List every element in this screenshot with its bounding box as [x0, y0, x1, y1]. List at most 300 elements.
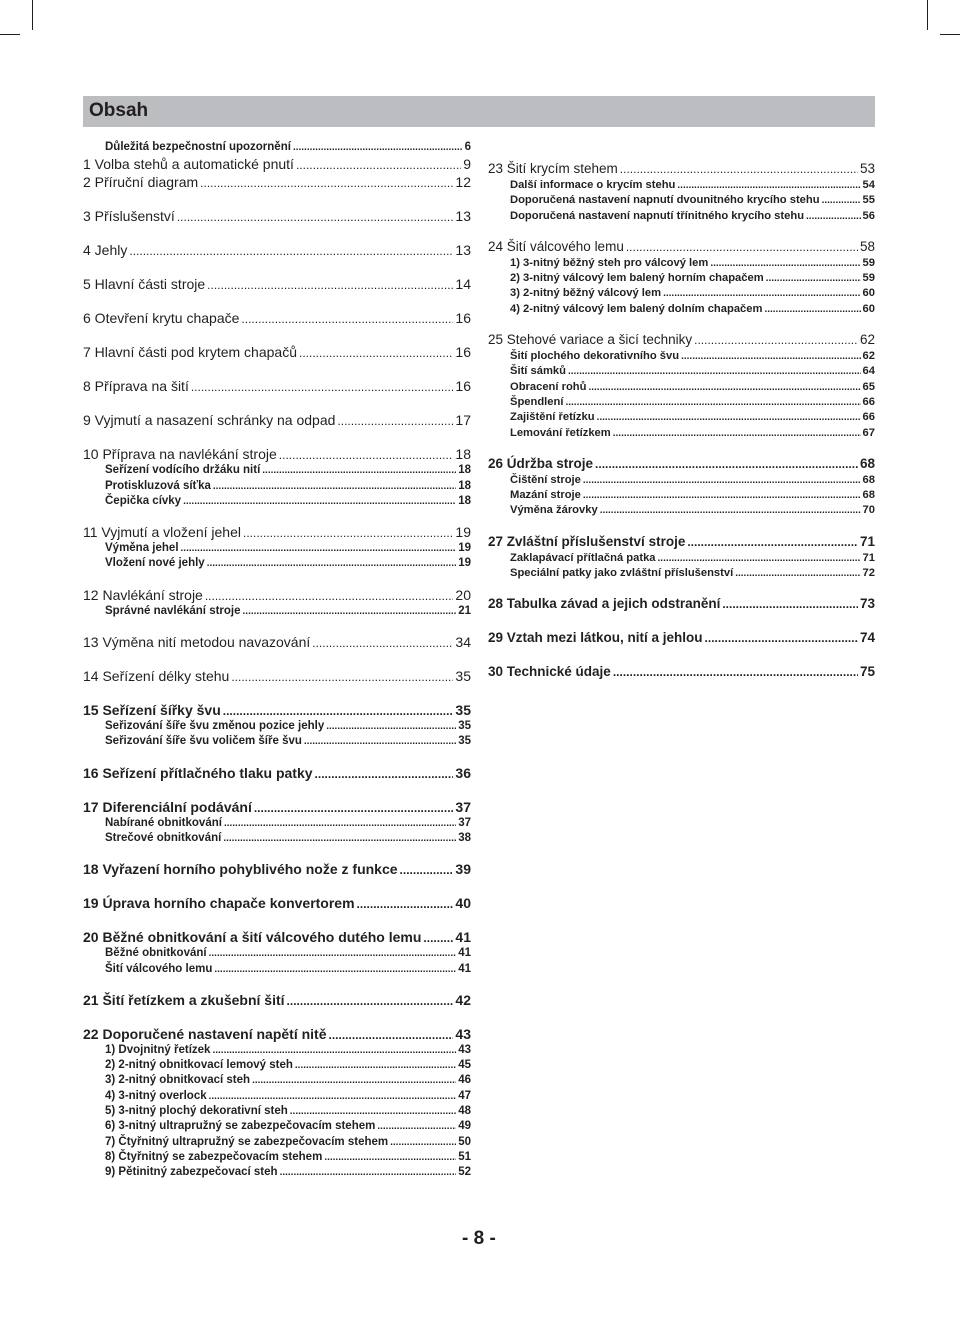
toc-leader-dots — [223, 831, 456, 846]
toc-entry-title: 22 Doporučené nastavení napětí nitě — [83, 1025, 327, 1042]
toc-entry-title: Správné navlékání stroje — [105, 604, 241, 617]
toc-entry-title: Špendlení — [510, 395, 564, 408]
toc-subentry[interactable] — [488, 551, 875, 566]
toc-subentry[interactable] — [83, 816, 471, 831]
toc-leader-dots — [191, 378, 454, 396]
toc-entry-title: 28 Tabulka závad a jejich odstranění — [488, 596, 721, 612]
toc-leader-dots — [764, 302, 860, 317]
toc-page-number: 54 — [862, 179, 875, 191]
toc-page-number: 18 — [458, 479, 471, 492]
toc-entry-title: 3) 2-nitný běžný válcový lem — [510, 287, 662, 300]
toc-page-number: 49 — [458, 1120, 471, 1133]
toc-page-number: 20 — [455, 586, 471, 603]
toc-entry-title: Mazání stroje — [510, 489, 581, 502]
toc-page-number: 64 — [862, 365, 875, 378]
toc-chapter-entry[interactable] — [83, 860, 471, 894]
toc-subentry[interactable] — [83, 604, 471, 619]
toc-chapter-entry[interactable] — [83, 586, 471, 604]
toc-leader-dots — [595, 455, 858, 473]
toc-leader-dots — [390, 1135, 456, 1150]
toc-subentry[interactable] — [83, 556, 471, 571]
toc-leader-dots — [224, 816, 456, 831]
toc-leader-dots — [337, 412, 453, 430]
toc-page-number: 16 — [455, 310, 471, 327]
toc-page-number: 12 — [455, 174, 471, 191]
toc-page-number: 68 — [862, 473, 875, 486]
toc-subentry[interactable] — [83, 1119, 471, 1134]
toc-leader-dots — [597, 410, 861, 425]
toc-subentry[interactable] — [488, 349, 875, 364]
toc-subentry[interactable] — [488, 380, 875, 395]
toc-entry-title: Šití válcového lemu — [105, 962, 213, 975]
toc-page-number: 39 — [455, 861, 471, 878]
toc-page-number: 58 — [859, 238, 875, 254]
toc-subentry[interactable] — [488, 395, 875, 410]
toc-entry-title: 23 Šití krycím stehem — [488, 161, 618, 176]
toc-leader-dots — [735, 566, 860, 581]
toc-gap — [83, 750, 471, 764]
toc-entry-title: 7) Čtyřnitný ultrapružný se zabezpečovacím stehem — [105, 1135, 389, 1148]
toc-gap — [488, 224, 875, 238]
toc-page-number: 75 — [859, 664, 875, 680]
toc-subentry[interactable] — [488, 178, 875, 193]
toc-entry-title: Protiskluzová síťka — [105, 479, 211, 492]
toc-chapter-entry[interactable] — [83, 798, 471, 816]
toc-entry-title: Seřizování šíře švu změnou pozice jehly — [105, 720, 325, 733]
toc-leader-dots — [613, 663, 858, 681]
toc-leader-dots — [326, 719, 456, 734]
toc-chapter-entry[interactable] — [83, 1025, 471, 1043]
toc-page-number: 71 — [862, 551, 875, 564]
toc-leader-dots — [209, 946, 457, 961]
toc-subentry[interactable] — [488, 286, 875, 301]
toc-subentry[interactable] — [83, 541, 471, 556]
toc-entry-title: Speciální patky jako zvláštní příslušenství — [510, 567, 734, 580]
toc-chapter-entry[interactable] — [83, 701, 471, 719]
toc-subentry[interactable] — [83, 140, 471, 155]
toc-leader-dots — [312, 634, 453, 652]
toc-entry-title: Šití sámků — [510, 365, 566, 378]
toc-page-number: 13 — [455, 242, 471, 259]
toc-leader-dots — [568, 364, 861, 379]
toc-entry-title: 5) 3-nitný plochý dekorativní steh — [105, 1105, 288, 1118]
toc-leader-dots — [613, 426, 861, 441]
crop-mark-top-left — [32, 0, 33, 30]
toc-leader-dots — [315, 765, 454, 783]
toc-page-number: 18 — [458, 464, 471, 477]
toc-subentry[interactable] — [488, 473, 875, 488]
toc-subentry[interactable] — [488, 271, 875, 286]
toc-page-number: 18 — [455, 446, 471, 463]
toc-entry-title: 12 Navlékání stroje — [83, 586, 203, 603]
toc-leader-dots — [710, 256, 860, 271]
toc-page-number: 50 — [458, 1135, 471, 1148]
toc-entry-title: Seřizování šíře švu voličem šíře švu — [105, 735, 302, 748]
toc-page-number: 60 — [862, 302, 875, 315]
toc-entry-title: 8 Příprava na šití — [83, 378, 189, 395]
toc-entry-title: 18 Vyřazení horního pohyblivého nože z funkce — [83, 861, 398, 878]
crop-mark-top-left-h — [0, 34, 20, 35]
toc-leader-dots — [214, 962, 456, 977]
toc-chapter-entry[interactable] — [83, 309, 471, 343]
toc-page-number: 41 — [458, 947, 471, 960]
toc-subentry[interactable] — [83, 494, 471, 509]
toc-leader-dots — [377, 1119, 456, 1134]
toc-leader-dots — [212, 1043, 456, 1058]
toc-leader-dots — [262, 463, 456, 478]
toc-page-number: 9 — [463, 156, 471, 173]
toc-entry-title: 20 Běžné obnitkování a šití válcového dutého lemu — [83, 929, 422, 946]
toc-chapter-entry[interactable] — [488, 455, 875, 473]
toc-entry-title: Obracení rohů — [510, 380, 587, 393]
toc-chapter-entry[interactable] — [488, 629, 875, 663]
toc-subentry[interactable] — [83, 946, 471, 961]
toc-entry-title: 2) 2-nitný obnitkovací lemový steh — [105, 1059, 293, 1072]
toc-leader-dots — [200, 174, 453, 192]
toc-entry-title: 9) Pětinitný zabezpečovací steh — [105, 1166, 278, 1179]
toc-page-number: 34 — [455, 634, 471, 651]
toc-subentry[interactable] — [83, 1165, 471, 1180]
toc-chapter-entry[interactable] — [83, 343, 471, 377]
toc-entry-title: 27 Zvláštní příslušenství stroje — [488, 533, 686, 549]
toc-entry-title: 3) 2-nitný obnitkovací steh — [105, 1074, 251, 1087]
toc-page-number: 53 — [859, 161, 875, 176]
toc-page-number: 40 — [455, 895, 471, 912]
toc-leader-dots — [324, 1150, 456, 1165]
toc-leader-dots — [293, 140, 463, 155]
toc-entry-title: Výměna žárovky — [510, 504, 598, 517]
toc-page-number: 48 — [458, 1105, 471, 1118]
toc-leader-dots — [252, 1073, 456, 1088]
toc-chapter-entry[interactable] — [83, 411, 471, 445]
toc-entry-title: Vložení nové jehly — [105, 557, 205, 570]
toc-page-number: 60 — [862, 287, 875, 300]
toc-page-number: 14 — [455, 276, 471, 293]
toc-subentry[interactable] — [83, 734, 471, 749]
toc-entry-title: Čepička cívky — [105, 494, 182, 507]
toc-leader-dots — [223, 702, 454, 720]
toc-leader-dots — [207, 556, 457, 571]
toc-page-number: 35 — [455, 668, 471, 685]
toc-leader-dots — [588, 380, 860, 395]
toc-chapter-entry[interactable] — [83, 173, 471, 207]
toc-leader-dots — [687, 533, 858, 551]
toc-page-number: 16 — [455, 378, 471, 395]
toc-page-number: 66 — [862, 395, 875, 408]
toc-entry-title: 1 Volba stehů a automatické pnutí — [83, 156, 294, 173]
toc-chapter-entry[interactable] — [83, 241, 471, 275]
toc-page-number: 72 — [862, 567, 875, 580]
toc-gap — [83, 846, 471, 860]
toc-entry-title: 2) 3-nitný válcový lem balený horním chapačem — [510, 272, 764, 285]
toc-leader-dots — [207, 276, 453, 294]
toc-entry-title: 4) 2-nitný válcový lem balený dolním chapačem — [510, 302, 763, 315]
toc-leader-dots — [177, 208, 454, 226]
toc-entry-title: Běžné obnitkování — [105, 947, 207, 960]
toc-entry-title: Lemování řetízkem — [510, 426, 611, 439]
toc-page-number: 37 — [458, 816, 471, 829]
toc-leader-dots — [231, 668, 453, 686]
toc-entry-title: 8) Čtyřnitný se zabezpečovacím stehem — [105, 1150, 323, 1163]
toc-entry-title: 5 Hlavní části stroje — [83, 276, 206, 293]
toc-entry-title: 24 Šití válcového lemu — [488, 238, 624, 254]
toc-gap — [488, 519, 875, 533]
toc-entry-title: 9 Vyjmutí a nasazení schránky na odpad — [83, 412, 336, 429]
crop-mark-top-right-h — [940, 34, 960, 35]
toc-chapter-entry[interactable] — [488, 238, 875, 256]
toc-page-number: 16 — [455, 344, 471, 361]
toc-leader-dots — [254, 799, 454, 817]
toc-entry-title: 11 Vyjmutí a vložení jehel — [83, 524, 241, 541]
toc-page-number: 65 — [862, 380, 875, 393]
toc-subentry[interactable] — [83, 1150, 471, 1165]
toc-entry-title: 1) 3-nitný běžný steh pro válcový lem — [510, 256, 709, 269]
toc-page-number: 18 — [458, 494, 471, 507]
toc-page-number: 13 — [455, 208, 471, 225]
toc-entry-title: 6) 3-nitný ultrapružný se zabezpečovacím stehem — [105, 1120, 376, 1133]
toc-chapter-entry[interactable] — [83, 155, 471, 173]
toc-page-number: 74 — [859, 630, 875, 646]
toc-entry-title: Šití plochého dekorativního švu — [510, 350, 680, 363]
toc-subentry[interactable] — [83, 831, 471, 846]
toc-subentry[interactable] — [488, 426, 875, 441]
toc-page-number: 73 — [859, 596, 875, 612]
toc-subentry[interactable] — [83, 1089, 471, 1104]
toc-entry-title: Výměna jehel — [105, 542, 179, 555]
toc-leader-dots — [279, 446, 454, 464]
toc-leader-dots — [694, 331, 858, 349]
toc-chapter-entry[interactable] — [83, 764, 471, 798]
toc-subentry[interactable] — [488, 503, 875, 518]
toc-chapter-entry[interactable] — [83, 275, 471, 309]
toc-page-number: 41 — [458, 962, 471, 975]
toc-entry-title: 26 Údržba stroje — [488, 455, 594, 471]
toc-page-number: 66 — [862, 411, 875, 424]
toc-leader-dots — [626, 238, 858, 256]
toc-gap — [83, 619, 471, 633]
toc-left-column — [83, 140, 471, 1181]
toc-page-number: 68 — [859, 455, 875, 471]
toc-entry-title: Strečové obnitkování — [105, 831, 222, 844]
toc-leader-dots — [722, 595, 858, 613]
toc-leader-dots — [129, 242, 453, 260]
toc-entry-title: Zajištění řetízku — [510, 411, 595, 424]
toc-entry-title: Doporučená nastavení napnutí dvounitného krycího stehu — [510, 194, 820, 207]
toc-leader-dots — [213, 479, 456, 494]
toc-leader-dots — [209, 1089, 457, 1104]
toc-page-number: 70 — [862, 504, 875, 517]
toc-page-number: 35 — [458, 735, 471, 748]
toc-leader-dots — [243, 524, 453, 542]
toc-leader-dots — [181, 541, 457, 556]
toc-entry-title: Doporučená nastavení napnutí třínitného krycího stehu — [510, 209, 805, 222]
toc-subentry[interactable] — [488, 209, 875, 224]
toc-subentry[interactable] — [83, 1058, 471, 1073]
toc-page-number: 52 — [458, 1166, 471, 1179]
toc-subentry[interactable] — [488, 364, 875, 379]
toc-page-number: 47 — [458, 1089, 471, 1102]
toc-page-number: 35 — [458, 720, 471, 733]
toc-leader-dots — [766, 271, 861, 286]
toc-page-number: 56 — [862, 209, 875, 222]
toc-page-number: 17 — [455, 412, 471, 429]
toc-page-number: 19 — [458, 557, 471, 570]
toc-leader-dots — [677, 178, 860, 193]
toc-leader-dots — [620, 160, 858, 178]
toc-leader-dots — [600, 503, 861, 518]
toc-page-number: 38 — [458, 831, 471, 844]
toc-page-number: 59 — [862, 272, 875, 285]
toc-page-number: 46 — [458, 1074, 471, 1087]
toc-subentry[interactable] — [488, 256, 875, 271]
toc-subentry[interactable] — [83, 1135, 471, 1150]
toc-right-column — [488, 160, 875, 697]
toc-page-number: 62 — [862, 350, 875, 363]
toc-entry-title: 15 Seřízení šířky švu — [83, 702, 221, 719]
toc-leader-dots — [241, 310, 453, 328]
toc-subentry[interactable] — [488, 410, 875, 425]
toc-page-number: 68 — [862, 489, 875, 502]
toc-leader-dots — [565, 395, 860, 410]
toc-leader-dots — [658, 551, 861, 566]
toc-subentry[interactable] — [83, 719, 471, 734]
toc-leader-dots — [183, 494, 456, 509]
toc-leader-dots — [400, 861, 454, 879]
toc-subentry[interactable] — [488, 566, 875, 581]
toc-subentry[interactable] — [83, 479, 471, 494]
toc-page-number: 19 — [455, 524, 471, 541]
toc-subentry[interactable] — [83, 962, 471, 977]
toc-entry-title: Další informace o krycím stehu — [510, 179, 676, 191]
toc-page-number: 45 — [458, 1059, 471, 1072]
toc-chapter-entry[interactable] — [83, 928, 471, 946]
toc-page-number: 62 — [859, 332, 875, 348]
toc-leader-dots — [287, 992, 454, 1010]
toc-leader-dots — [295, 1058, 456, 1073]
toc-page-number: 71 — [859, 533, 875, 549]
toc-chapter-entry[interactable] — [488, 663, 875, 697]
toc-chapter-entry[interactable] — [83, 633, 471, 667]
toc-page-number: 42 — [455, 991, 471, 1008]
toc-page-number: 41 — [455, 929, 471, 946]
toc-leader-dots — [290, 1104, 456, 1119]
page-number: - 8 - — [462, 1228, 496, 1249]
toc-chapter-entry[interactable] — [488, 331, 875, 349]
toc-gap — [83, 572, 471, 586]
toc-entry-title: 29 Vztah mezi látkou, nití a jehlou — [488, 630, 703, 646]
toc-entry-title: Důležitá bezpečnostní upozornění — [105, 141, 291, 153]
toc-leader-dots — [583, 488, 861, 503]
toc-page-number: 67 — [862, 426, 875, 439]
toc-gap — [83, 509, 471, 523]
section-header — [83, 96, 875, 127]
toc-chapter-entry[interactable] — [83, 445, 471, 463]
toc-leader-dots — [280, 1165, 457, 1180]
toc-entry-title: 2 Příruční diagram — [83, 174, 199, 191]
toc-chapter-entry[interactable] — [83, 523, 471, 541]
toc-leader-dots — [822, 193, 861, 208]
toc-gap — [488, 317, 875, 331]
toc-page-number: 35 — [455, 702, 471, 719]
toc-leader-dots — [299, 344, 453, 362]
toc-entry-title: 4) 3-nitný overlock — [105, 1089, 207, 1102]
toc-chapter-entry[interactable] — [83, 991, 471, 1025]
toc-page-number: 59 — [862, 256, 875, 269]
toc-entry-title: 6 Otevření krytu chapače — [83, 310, 240, 327]
toc-chapter-entry[interactable] — [488, 595, 875, 629]
toc-leader-dots — [663, 286, 860, 301]
toc-leader-dots — [205, 587, 454, 605]
toc-subentry[interactable] — [83, 1073, 471, 1088]
toc-page-number: 6 — [464, 141, 471, 153]
toc-entry-title: 30 Technické údaje — [488, 664, 611, 680]
toc-entry-title: Zaklapávací přítlačná patka — [510, 551, 656, 564]
toc-entry-title: 7 Hlavní části pod krytem chapačů — [83, 344, 297, 361]
toc-page-number: 21 — [458, 604, 471, 617]
toc-chapter-entry[interactable] — [83, 377, 471, 411]
toc-entry-title: 25 Stehové variace a šicí techniky — [488, 332, 693, 348]
toc-subentry[interactable] — [83, 1043, 471, 1058]
toc-leader-dots — [681, 349, 860, 364]
toc-leader-dots — [357, 895, 454, 913]
toc-entry-title: 1) Dvojnitný řetízek — [105, 1043, 211, 1056]
toc-entry-title: 17 Diferenciální podávání — [83, 798, 252, 815]
toc-page-number: 43 — [455, 1025, 471, 1042]
toc-leader-dots — [583, 473, 861, 488]
toc-entry-title: Nabírané obnitkování — [105, 816, 222, 829]
toc-subentry[interactable] — [83, 1104, 471, 1119]
crop-mark-top-right — [927, 0, 928, 30]
toc-page-number: 19 — [458, 542, 471, 555]
toc-page-number: 36 — [455, 764, 471, 781]
toc-leader-dots — [705, 629, 858, 647]
toc-subentry[interactable] — [83, 463, 471, 478]
toc-chapter-entry[interactable] — [83, 207, 471, 241]
toc-page-number: 51 — [458, 1150, 471, 1163]
toc-leader-dots — [806, 209, 861, 224]
toc-entry-title: Čištění stroje — [510, 473, 581, 486]
toc-chapter-entry[interactable] — [488, 160, 875, 178]
toc-gap — [488, 581, 875, 595]
toc-entry-title: Seřízení vodícího držáku nití — [105, 464, 261, 477]
toc-leader-dots — [329, 1026, 454, 1044]
toc-entry-title: 4 Jehly — [83, 242, 128, 259]
toc-subentry[interactable] — [488, 193, 875, 208]
page-title: Obsah — [89, 100, 149, 121]
toc-entry-title: 3 Příslušenství — [83, 208, 175, 225]
toc-entry-title: 21 Šití řetízkem a zkušební šití — [83, 991, 285, 1008]
toc-chapter-entry[interactable] — [83, 667, 471, 701]
toc-gap — [83, 977, 471, 991]
toc-gap — [488, 441, 875, 455]
toc-chapter-entry[interactable] — [83, 894, 471, 928]
toc-entry-title: 10 Příprava na navlékání stroje — [83, 446, 277, 463]
toc-page-number: 43 — [458, 1043, 471, 1056]
toc-chapter-entry[interactable] — [488, 533, 875, 551]
toc-entry-title: 19 Úprava horního chapače konvertorem — [83, 895, 355, 912]
toc-subentry[interactable] — [488, 302, 875, 317]
toc-page-number: 55 — [862, 194, 875, 207]
toc-subentry[interactable] — [488, 488, 875, 503]
toc-entry-title: 13 Výměna nití metodou navazování — [83, 634, 311, 651]
toc-leader-dots — [243, 604, 457, 619]
toc-leader-dots — [423, 929, 453, 947]
toc-entry-title: 16 Seřízení přítlačného tlaku patky — [83, 764, 313, 781]
toc-leader-dots — [296, 156, 461, 174]
toc-page-number: 37 — [455, 798, 471, 815]
toc-leader-dots — [304, 734, 456, 749]
toc-entry-title: 14 Seřízení délky stehu — [83, 668, 230, 685]
